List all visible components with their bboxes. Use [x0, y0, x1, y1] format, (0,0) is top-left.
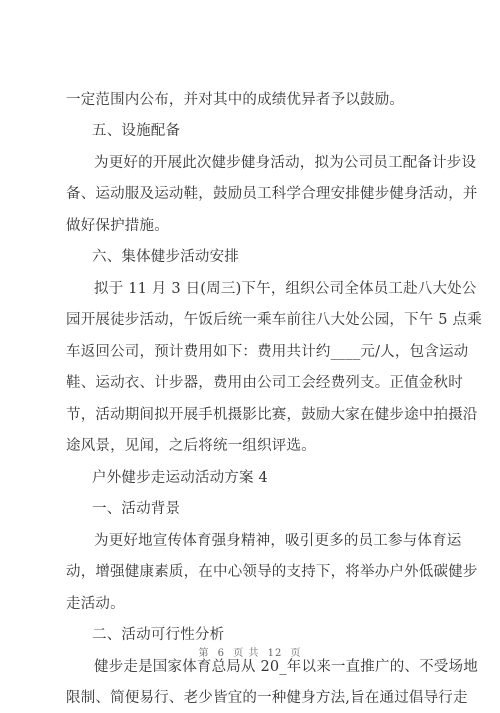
page-number-current: 6: [217, 648, 226, 659]
section-heading: 一、活动背景: [92, 501, 181, 517]
body-text-line: 为更好的开展此次健步健身活动，拟为公司员工配备计步设: [94, 155, 477, 171]
body-text-line: 健步走是国家体育总局从 20_年以来一直推广的、不受场地: [94, 659, 478, 675]
page-number-prefix: 第: [198, 648, 210, 659]
body-text-line: 鞋、运动衣、计步器，费用由公司工会经费列支。正值金秋时: [66, 375, 463, 391]
plan-title: 户外健步走运动活动方案 4: [92, 470, 268, 486]
page-footer: [0, 644, 500, 659]
section-heading: 二、活动可行性分析: [92, 627, 225, 643]
body-text-line: 园开展徒步活动，午饭后统一乘车前往八大处公园，下午 5 点乘: [66, 312, 482, 328]
body-text-line: 一定范围内公布，并对其中的成绩优异者予以鼓励。: [66, 92, 405, 108]
body-text-line: 动，增强健康素质，在中心领导的支持下，将举办户外低碳健步: [66, 564, 478, 580]
body-text-line: 做好保护措施。: [66, 218, 169, 234]
section-heading: 五、设施配备: [92, 123, 181, 139]
body-text-line: 节，活动期间拟开展手机摄影比赛，鼓励大家在健步途中拍摄沿: [66, 407, 478, 423]
body-text-line: 拟于 11 月 3 日(周三)下午，组织公司全体员工赴八大处公: [94, 281, 477, 297]
section-heading: 六、集体健步活动安排: [92, 249, 239, 265]
body-text-line: 走活动。: [66, 596, 125, 612]
body-text-line: 为更好地宣传体育强身精神，吸引更多的员工参与体育运: [94, 533, 462, 549]
page-number-middle: 页 共: [233, 648, 260, 659]
body-text-line: 限制、简便易行、老少皆宜的一种健身方法,旨在通过倡导行走: [66, 690, 468, 706]
body-text-line: 备、运动服及运动鞋，鼓励员工科学合理安排健步健身活动，并: [66, 186, 478, 202]
page-number-suffix: 页: [290, 648, 302, 659]
body-text-line: 途风景，见闻，之后将统一组织评选。: [66, 438, 316, 454]
page-number-total: 12: [267, 648, 283, 659]
body-text-line: 车返回公司，预计费用如下：费用共计约____元/人，包含运动: [66, 344, 469, 360]
